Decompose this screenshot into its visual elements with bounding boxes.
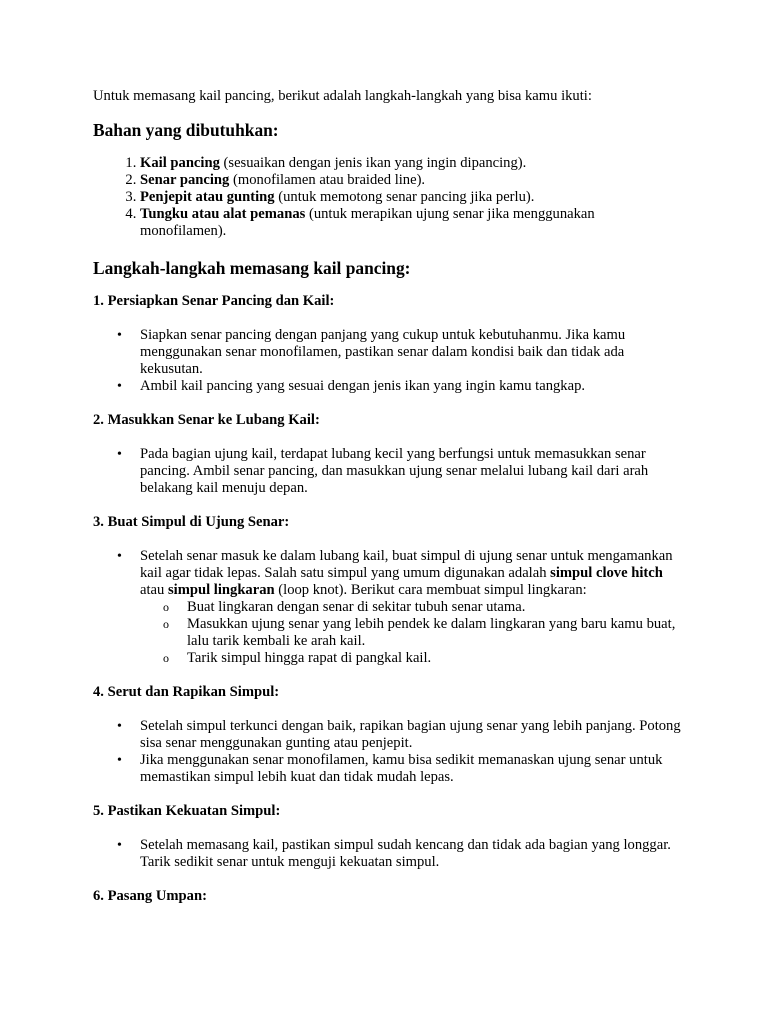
intro-paragraph: Untuk memasang kail pancing, berikut adalah langkah-langkah yang bisa kamu ikuti: <box>93 88 592 104</box>
material-note: (sesuaikan dengan jenis ikan yang ingin dipancing). <box>219 155 527 171</box>
bullet-item: • Jika menggunakan senar monofilamen, kamu bisa sedikit memanaskan ujung senar untuk memastikan simpul lebih kuat dan tidak mudah lepas. <box>140 752 683 786</box>
material-note: (monofilamen atau braided line). <box>229 172 426 188</box>
material-name: Tungku atau alat pemanas <box>140 206 306 222</box>
step-1-list <box>93 327 683 395</box>
bullet-item: • Siapkan senar pancing dengan panjang yang cukup untuk kebutuhanmu. Jika kamu menggunakan senar monofilamen, pastikan senar dalam kondisi baik dan tidak ada kekusutan. <box>140 327 683 378</box>
steps-heading: Langkah-langkah memasang kail pancing: <box>93 258 411 278</box>
bullet-item <box>140 548 683 667</box>
document-page <box>93 88 683 922</box>
bullet-text: (loop knot). Berikut cara membuat simpul lingkaran: <box>274 582 587 598</box>
bullet-text: Setelah senar masuk ke dalam lubang kail, buat simpul di ujung senar untuk mengamankan kail agar tidak lepas. Salah satu simpul yang umum digunakan adalah <box>140 548 673 581</box>
material-item <box>140 189 683 206</box>
bullet-item: • Setelah memasang kail, pastikan simpul sudah kencang dan tidak ada bagian yang longgar. Tarik sedikit senar untuk menguji kekuatan simpul. <box>140 837 683 871</box>
materials-list <box>93 155 683 240</box>
step-2-list <box>93 446 683 497</box>
step-5-title: 5. Pastikan Kekuatan Simpul: <box>93 803 281 819</box>
material-name: Senar pancing <box>140 172 230 188</box>
bullet-text: atau <box>140 582 168 598</box>
material-note: (untuk merapikan ujung senar jika menggunakan monofilamen). <box>140 206 595 239</box>
material-item <box>140 172 683 189</box>
bullet-item: • Pada bagian ujung kail, terdapat lubang kecil yang berfungsi untuk memasukkan senar pancing. Ambil senar pancing, dan masukkan ujung senar melalui lubang kail dari arah belakang kail menuju depan. <box>140 446 683 497</box>
step-2-title: 2. Masukkan Senar ke Lubang Kail: <box>93 412 320 428</box>
substep-item: o Tarik simpul hingga rapat di pangkal kail. <box>187 650 683 667</box>
step-4-list <box>93 718 683 786</box>
loop-knot-substeps <box>140 599 683 667</box>
step-3-list <box>93 548 683 667</box>
materials-heading: Bahan yang dibutuhkan: <box>93 120 279 140</box>
step-4-title: 4. Serut dan Rapikan Simpul: <box>93 684 280 700</box>
step-6-title: 6. Pasang Umpan: <box>93 888 207 904</box>
material-name: Kail pancing <box>140 155 220 171</box>
bullet-item: • Ambil kail pancing yang sesuai dengan jenis ikan yang ingin kamu tangkap. <box>140 378 683 395</box>
material-item <box>140 155 683 172</box>
knot-name-clove-hitch: simpul clove hitch <box>550 565 663 581</box>
knot-name-loop: simpul lingkaran <box>167 582 275 598</box>
step-3-title: 3. Buat Simpul di Ujung Senar: <box>93 514 290 530</box>
bullet-item: • Setelah simpul terkunci dengan baik, rapikan bagian ujung senar yang lebih panjang. Potong sisa senar menggunakan gunting atau penjepit. <box>140 718 683 752</box>
material-note: (untuk memotong senar pancing jika perlu). <box>274 189 535 205</box>
material-item <box>140 206 683 240</box>
substep-item: o Masukkan ujung senar yang lebih pendek ke dalam lingkaran yang baru kamu buat, lalu tarik kembali ke arah kail. <box>187 616 683 650</box>
step-1-title: 1. Persiapkan Senar Pancing dan Kail: <box>93 293 335 309</box>
material-name: Penjepit atau gunting <box>140 189 275 205</box>
step-5-list <box>93 837 683 871</box>
substep-item: o Buat lingkaran dengan senar di sekitar tubuh senar utama. <box>187 599 683 616</box>
